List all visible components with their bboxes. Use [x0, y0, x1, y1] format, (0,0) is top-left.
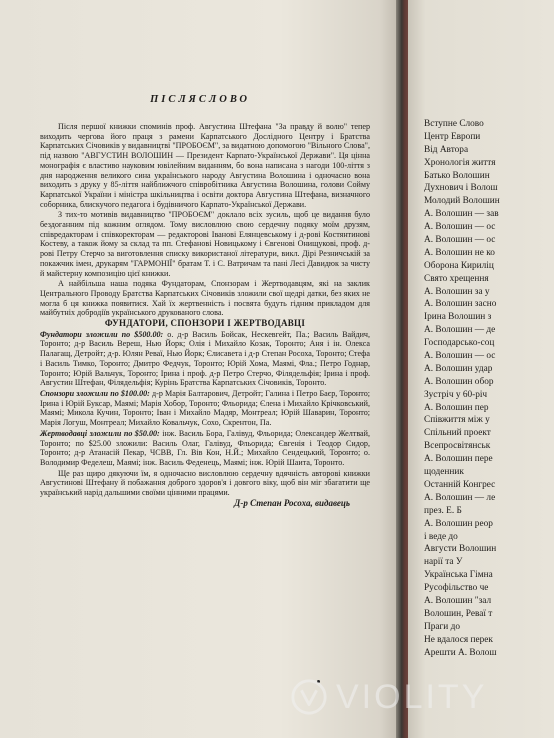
toc-entry: Праги до: [424, 621, 460, 632]
toc-entry: А. Волошин — де: [424, 325, 496, 336]
toc-entry: Від Автора: [424, 144, 469, 155]
toc-entry: і веде до: [424, 531, 458, 542]
toc-entry: Духнович і Волош: [424, 183, 498, 194]
toc-entry: А. Волошин за у: [424, 286, 490, 297]
page-title: ПІСЛЯСЛОВО: [150, 94, 250, 105]
toc-entry: Українська Гімна: [424, 570, 493, 581]
toc-entry: А. Волошин обор: [424, 376, 494, 387]
toc-entry: Не вдалося перек: [424, 634, 493, 645]
toc-entry: А. Волошин реор: [424, 518, 493, 529]
closing-paragraph: Ще раз щиро дякуючи їм, я одночасно висловлюю сердечну вдячність авторові книжки Августинові Штефану й побажання доброго здоров'я і довгого віку, щоб він міг збагатити ще український нарід дальшими своїми цінними працями.: [40, 468, 370, 498]
toc-entry: Співжиття між у: [424, 415, 490, 426]
toc-entry: Спільний проект: [424, 428, 491, 439]
donors-50-label: Жертводавці зложили по $50.00:: [40, 428, 160, 438]
toc-entry: А. Волошин — зав: [424, 209, 499, 220]
funders-500-label: Фундатори зложили по $500.00:: [40, 329, 164, 339]
table-of-contents: [424, 118, 554, 659]
toc-entry: А. Волошин пер: [424, 402, 489, 413]
sponsors-100: [40, 389, 370, 428]
right-page: [408, 0, 554, 738]
toc-entry: Господарсько-соц: [424, 338, 495, 349]
funders-500-text: о. д-р Василь Бойсак, Нескевгейт, Па.; Василь Вайдич, Торонто; д-р Василь Вереш, Нью Йорк; Олія і Михайло Козак, Торонто; Аня і ін. Олекса Палагащ, Детройт; д-р. Юлян Реваї, Нью Йорк; Єлисавета і д-р Степан Росоха, Торонто; Стефа і Василь Тимко, Торонто; Дмитро Федчук, Торонто; Юрій Хома, Маямі, Фла.; Петро Годнар, Торонто; Юрій Вальчук, Торонто; Ірина і проф. д-р Петро Стерчо, Філядельфія; Ірина і проф. Августин Штефан, Філядельфія; Курінь Братства Карпатських Січовиків, Торонто.: [40, 329, 371, 388]
toc-entry: А. Волошин засно: [424, 299, 497, 310]
violity-logo-icon: [290, 678, 328, 716]
paragraph-1: Після першої книжки споминів проф. Августина Штефана "За правду й волю" тепер виходить чергова його праця з рамени Карпатського Дослідного Центру і Братства Карпатських Січовиків у видавництві "ПРОБОЄМ", за видатною допомогою "Вільного Слова", під назвою "АВГУСТИН ВОЛОШИН — Президент Карпато-Української Держави". Ця цінна монографія є властиво науковим ювілейним виданням, бо вона написана з нагоди 100-ліття з дня народження великого сина українського народу Августина Волошина і одночасно вона виходить з друку у 85-ліття найближчого співробітника Августина Волошина, голови Сойму Карпатської України і міністра шкільництва і освіти доктора Августина Штефана, визначного соборника, блискучого педагога і будівничого Карпато-Української Держави.: [40, 122, 370, 209]
toc-entry: Арешти А. Волош: [424, 647, 497, 658]
toc-entry: през. Е. Б: [424, 505, 462, 516]
toc-entry: А. Волошин пере: [424, 454, 493, 465]
toc-entry: щоденник: [424, 467, 464, 478]
toc-entry: А. Волошин — ос: [424, 222, 496, 233]
toc-entry: Свято хрещення: [424, 273, 489, 284]
toc-entry: Августи Волошин: [424, 544, 497, 555]
toc-entry: Останній Конгрес: [424, 479, 496, 490]
toc-entry: Всепросвітянськ: [424, 441, 491, 452]
toc-entry: А. Волошин удар: [424, 363, 493, 374]
toc-entry: Центр Европи: [424, 131, 481, 142]
toc-entry: Русофільство че: [424, 583, 489, 594]
toc-entry: Хронологія життя: [424, 157, 496, 168]
toc-entry: Молодий Волошин: [424, 196, 500, 207]
toc-entry: Волошин, Реваї т: [424, 608, 493, 619]
paragraph-3: А найбільша наша подяка Фундаторам, Спонзорам і Жертводавцям, які на заклик Центрального Проводу Братства Карпатських Січовиків зложили свої щедрі датки, без яких не могла б ця книжка появитися. Хай їх жертвенність і посвята будуть гідним прикладом для майбутніх добродіїв українського друкованого слова.: [40, 279, 370, 318]
signature: Д-р Степан Росоха, видавець: [234, 497, 350, 508]
toc-entry: А. Волошин не ко: [424, 247, 495, 258]
donors-50-text: інж. Василь Бора, Галівуд, Фльорида; Олександер Желтвай, Торонто; по $25.00 зложили: Василь Олаг, Галівуд, Фльорида; Євгенія і Теодор Сидор, Торонто; д-р Атанасій Пекар, ЧСВВ, Гл. Вів Кон, Н.Й.; Михайло Сендецький, Торонто; о. Володимир Феделеш, Маямі; інж. Василь Феденець, Маямі; інж. Юрій Шаита, Торонто.: [40, 428, 371, 467]
afterword-body: [40, 122, 370, 509]
watermark: [290, 675, 487, 719]
toc-entry: Вступне Слово: [424, 119, 484, 129]
toc-entry: Зустріч у 60-річ: [424, 389, 488, 400]
toc-entry: А. Волошин "зал: [424, 595, 492, 606]
watermark-text: VIOLITY: [336, 677, 488, 716]
toc-entry: А. Волошин — ос: [424, 235, 496, 246]
funders-500: [40, 330, 370, 388]
paragraph-2: З тих-то мотивів видавництво "ПРОБОЄМ" доклало всіх зусиль, щоб це видання було бездоганним під кожним оглядом. Тому висловлюю свою сердечну подяку моїм друзям, співредакторам і співкоректорам — редакторові Іванові Елянцевському і д-рові Костянтинові Костеву, а також йому за склад та пп. Стефанові Новицькому і Євгенові Онищукові, проф. д-рові Петру Стерчо за виготовлення списку використаної літератури, викл. Дірі Резничській за покажчик імен, друкарям "ГАРМОНІЇ" братам Т. і С. Ватричам та пані Лесі Давидюк за чисту й майстерну композицію цієї книжки.: [40, 210, 370, 278]
section-heading: ФУНДАТОРИ, СПОНЗОРИ І ЖЕРТВОДАВЦІ: [104, 318, 306, 329]
toc-entry: Батько Волошин: [424, 170, 490, 181]
donors-50: [40, 429, 370, 468]
toc-entry: Оборона Кириліц: [424, 260, 494, 271]
toc-entry: А. Волошин — ле: [424, 492, 496, 503]
toc-entry: А. Волошин — ос: [424, 351, 496, 362]
toc-entry: Ірина Волошин з: [424, 312, 492, 323]
sponsors-100-text: д-р Марія Балтарович, Детройт; Галина і Петро Баєр, Торонто; Ірина і Юрій Буксар, Маямі; Марія Хобор, Торонто; Фльорида; Єлена і Михайло Крічковський, Маямі; Микола Кучин, Торонто; Іван і Михайло Мадяр, Монтреал; Юрій Шаварин, Торонто; Марія Логуш, Монтреал; Михайло Ковальчук, Сохо, Скрентон, Па.: [40, 388, 370, 428]
sponsors-100-label: Спонзори зложили по $100.00:: [40, 388, 150, 398]
toc-entry: нарії та У: [424, 557, 463, 568]
